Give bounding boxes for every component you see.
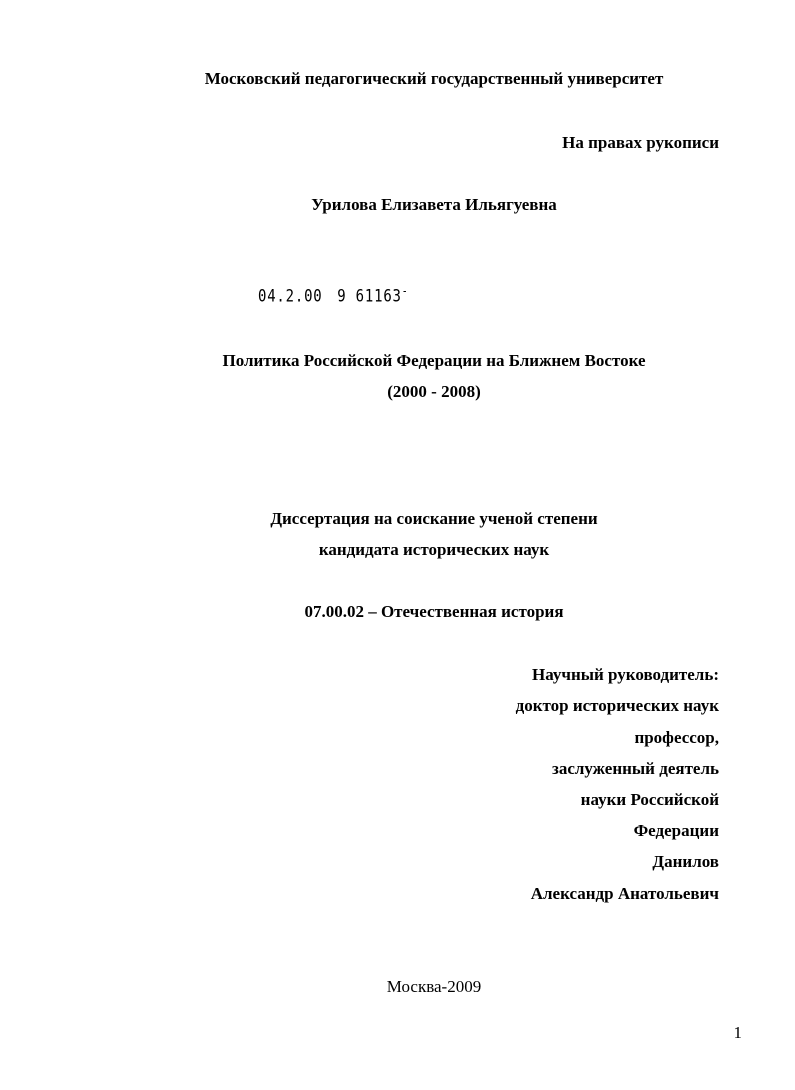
degree-line-2: кандидата исторических наук [318, 540, 550, 559]
stamp-mark: - [401, 284, 409, 298]
dissertation-title: Политика Российской Федерации на Ближнем Востоке [222, 351, 646, 370]
manuscript-note: На правах рукописи [562, 133, 719, 152]
city-year: Москва-2009 [386, 977, 482, 996]
dissertation-years: (2000 - 2008) [387, 382, 481, 401]
registration-stamp [258, 281, 409, 307]
author-name: Урилова Елизавета Ильягуевна [311, 195, 557, 214]
specialty: 07.00.02 – Отечественная история [304, 602, 564, 621]
supervisor-line: науки Российской [580, 790, 719, 809]
stamp-part-2: 9 61163 [337, 286, 402, 307]
supervisor-line: заслуженный деятель [551, 759, 719, 778]
stamp-part-1: 04.2.00 [258, 286, 323, 307]
supervisor-line: Федерации [633, 821, 719, 840]
university-name: Московский педагогический государственный университет [204, 69, 664, 88]
supervisor-line: доктор исторических наук [515, 696, 719, 715]
supervisor-line: Александр Анатольевич [530, 884, 719, 903]
supervisor-line: профессор, [634, 728, 719, 747]
supervisor-heading: Научный руководитель: [532, 665, 719, 684]
supervisor-line: Данилов [652, 852, 719, 871]
degree-line-1: Диссертация на соискание ученой степени [270, 509, 598, 528]
page-number: 1 [733, 1023, 742, 1042]
